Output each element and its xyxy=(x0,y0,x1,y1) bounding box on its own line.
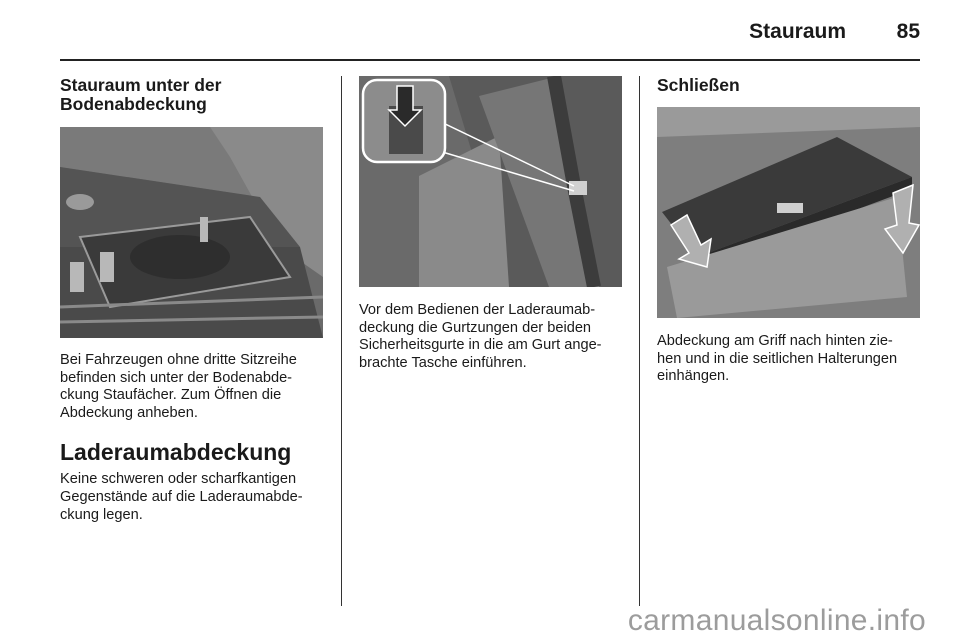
figure-seat-belt-tongue xyxy=(359,76,622,287)
seat-belt-paragraph: Vor dem Bedienen der Laderaumab- deckung die Gurtzungen der beiden Sicherheitsgurte in die am Gurt ange- brachte Tasche einführen. xyxy=(359,302,602,371)
section-heading-underfloor-storage: Stauraum unter der Bodenabdeckung xyxy=(60,75,222,114)
underfloor-storage-paragraph: Bei Fahrzeugen ohne dritte Sitzreihe befinden sich unter der Bodenabde- ckung Staufächer. Zum Öffnen die Abdeckung anheben. xyxy=(60,352,297,421)
cover-closing-paragraph: Abdeckung am Griff nach hinten zie- hen und in die seitlichen Halterungen einhängen. xyxy=(657,333,898,385)
load-compartment-cover-paragraph: Keine schweren oder scharfkantigen Gegenstände auf die Laderaumabde- ckung legen. xyxy=(60,471,303,523)
figure-cover-closing xyxy=(657,107,920,318)
section-heading-closing: Schließen xyxy=(657,75,740,95)
column-3-text xyxy=(657,333,923,386)
column-1 xyxy=(60,76,326,114)
column-divider-1 xyxy=(341,76,342,606)
figure-underfloor-storage xyxy=(60,127,323,338)
header-rule xyxy=(60,59,920,61)
page-header xyxy=(60,0,920,62)
cover-closing-illustration xyxy=(657,107,920,318)
seat-belt-illustration xyxy=(359,76,622,287)
page-number: 85 xyxy=(896,20,920,43)
page-title: Stauraum xyxy=(749,20,846,43)
column-1-text xyxy=(60,352,330,524)
watermark: carmanualsonline.info xyxy=(627,604,926,637)
section-heading-load-compartment-cover: Laderaumabdeckung xyxy=(60,439,292,466)
column-3 xyxy=(657,76,919,95)
column-divider-2 xyxy=(639,76,640,606)
column-2-text xyxy=(359,302,627,372)
underfloor-storage-illustration xyxy=(60,127,323,338)
